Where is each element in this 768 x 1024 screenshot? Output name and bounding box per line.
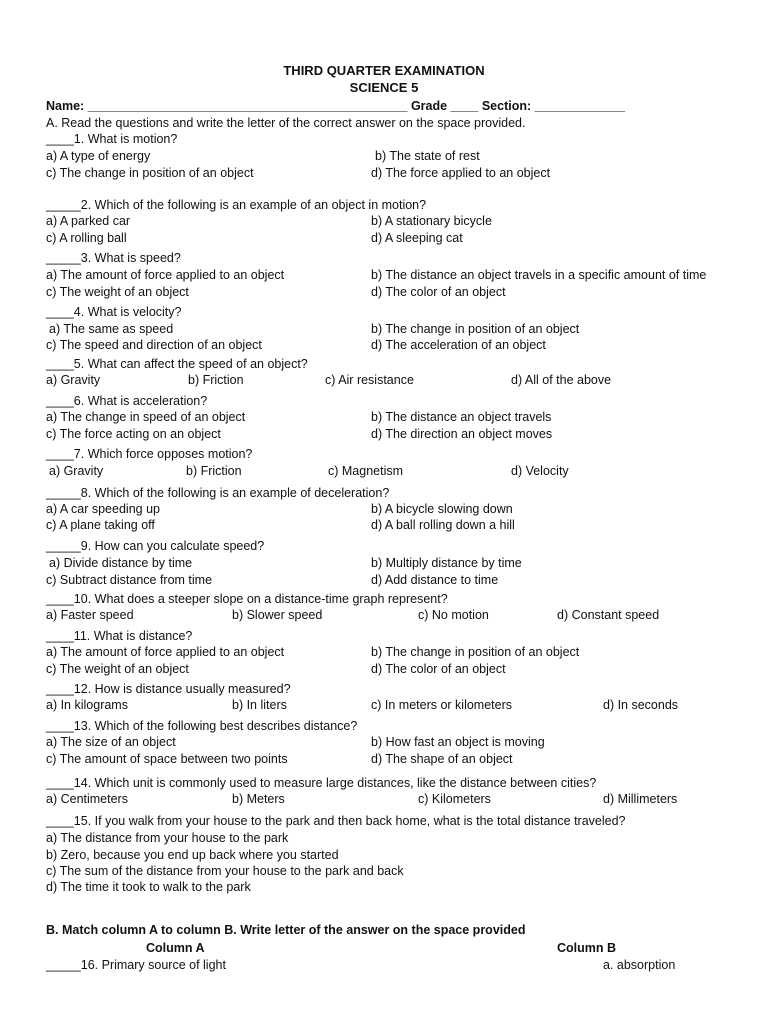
q7-option-a: a) Gravity [49,464,104,478]
q3-option-d: d) The color of an object [371,285,506,299]
q2-option-a: a) A parked car [46,214,131,228]
q4-option-c: c) The speed and direction of an object [46,338,262,352]
column-a-header: Column A [146,941,205,955]
q11-option-a: a) The amount of force applied to an object [46,645,285,659]
q12-option-a: a) In kilograms [46,698,128,712]
q7-option-c: c) Magnetism [328,464,404,478]
q1-option-a: a) A type of energy [46,149,151,163]
q13-option-a: a) The size of an object [46,735,176,749]
question-9: _____9. How can you calculate speed? [46,539,265,553]
q15-option-c: c) The sum of the distance from your house to the park and back [46,864,404,878]
q4-option-a: a) The same as speed [49,322,174,336]
part-b-instruction: B. Match column A to column B. Write letter of the answer on the space provided [46,923,526,937]
question-3: _____3. What is speed? [46,251,181,265]
q7-option-b: b) Friction [186,464,242,478]
q10-option-c: c) No motion [418,608,489,622]
question-10: ____10. What does a steeper slope on a distance-time graph represent? [46,592,448,606]
q7-option-d: d) Velocity [511,464,569,478]
q8-option-a: a) A car speeding up [46,502,160,516]
question-6: ____6. What is acceleration? [46,394,208,408]
question-12: ____12. How is distance usually measured? [46,682,291,696]
q5-option-d: d) All of the above [511,373,612,387]
q4-option-d: d) The acceleration of an object [371,338,546,352]
question-5: ____5. What can affect the speed of an object? [46,357,308,371]
question-11: ____11. What is distance? [46,629,193,643]
q2-option-d: d) A sleeping cat [371,231,463,245]
q12-option-b: b) In liters [232,698,287,712]
q8-option-d: d) A ball rolling down a hill [371,518,515,532]
q13-option-d: d) The shape of an object [371,752,513,766]
q2-option-c: c) A rolling ball [46,231,127,245]
exam-subject: SCIENCE 5 [349,80,419,95]
q5-option-c: c) Air resistance [325,373,414,387]
q2-option-b: b) A stationary bicycle [371,214,492,228]
q10-option-d: d) Constant speed [557,608,660,622]
q12-option-c: c) In meters or kilometers [371,698,513,712]
question-4: ____4. What is velocity? [46,305,182,319]
q13-option-b: b) How fast an object is moving [371,735,545,749]
q3-option-a: a) The amount of force applied to an object [46,268,285,282]
q8-option-c: c) A plane taking off [46,518,155,532]
part-a-instruction: A. Read the questions and write the letter of the correct answer on the space provided. [46,116,526,130]
q1-option-d: d) The force applied to an object [371,166,551,180]
q6-option-c: c) The force acting on an object [46,427,221,441]
q3-option-c: c) The weight of an object [46,285,189,299]
question-1: ____1. What is motion? [46,132,178,146]
question-2: _____2. Which of the following is an example of an object in motion? [46,198,427,212]
q10-option-a: a) Faster speed [46,608,134,622]
q14-option-c: c) Kilometers [418,792,491,806]
q9-option-c: c) Subtract distance from time [46,573,213,587]
q10-option-b: b) Slower speed [232,608,323,622]
q15-option-d: d) The time it took to walk to the park [46,880,251,894]
q14-option-d: d) Millimeters [603,792,678,806]
q15-option-a: a) The distance from your house to the park [46,831,289,845]
question-14: ____14. Which unit is commonly used to measure large distances, like the distance between cities? [46,776,597,790]
q11-option-d: d) The color of an object [371,662,506,676]
q14-option-a: a) Centimeters [46,792,128,806]
question-13: ____13. Which of the following best describes distance? [46,719,358,733]
q5-option-a: a) Gravity [46,373,101,387]
q8-option-b: b) A bicycle slowing down [371,502,513,516]
q9-option-d: d) Add distance to time [371,573,499,587]
question-8: _____8. Which of the following is an example of deceleration? [46,486,390,500]
q1-option-c: c) The change in position of an object [46,166,254,180]
q14-option-b: b) Meters [232,792,285,806]
q1-option-b: b) The state of rest [375,149,480,163]
question-16: _____16. Primary source of light [46,958,226,972]
question-15: ____15. If you walk from your house to the park and then back home, what is the total distance traveled? [46,814,626,828]
q4-option-b: b) The change in position of an object [371,322,580,336]
exam-title: THIRD QUARTER EXAMINATION [283,63,485,78]
q6-option-a: a) The change in speed of an object [46,410,246,424]
question-7: ____7. Which force opposes motion? [46,447,253,461]
q12-option-d: d) In seconds [603,698,679,712]
q6-option-d: d) The direction an object moves [371,427,553,441]
q11-option-b: b) The change in position of an object [371,645,580,659]
q9-option-a: a) Divide distance by time [49,556,193,570]
q15-option-b: b) Zero, because you end up back where you started [46,848,339,862]
column-b-header: Column B [557,941,617,955]
q3-option-b: b) The distance an object travels in a specific amount of time [371,268,707,282]
q9-option-b: b) Multiply distance by time [371,556,522,570]
q11-option-c: c) The weight of an object [46,662,189,676]
q5-option-b: b) Friction [188,373,244,387]
q13-option-c: c) The amount of space between two points [46,752,288,766]
column-b-item-a: a. absorption [603,958,676,972]
q6-option-b: b) The distance an object travels [371,410,552,424]
name-grade-section-line: Name: ______________________________________________ Grade ____ Section: _____________ [46,99,625,113]
